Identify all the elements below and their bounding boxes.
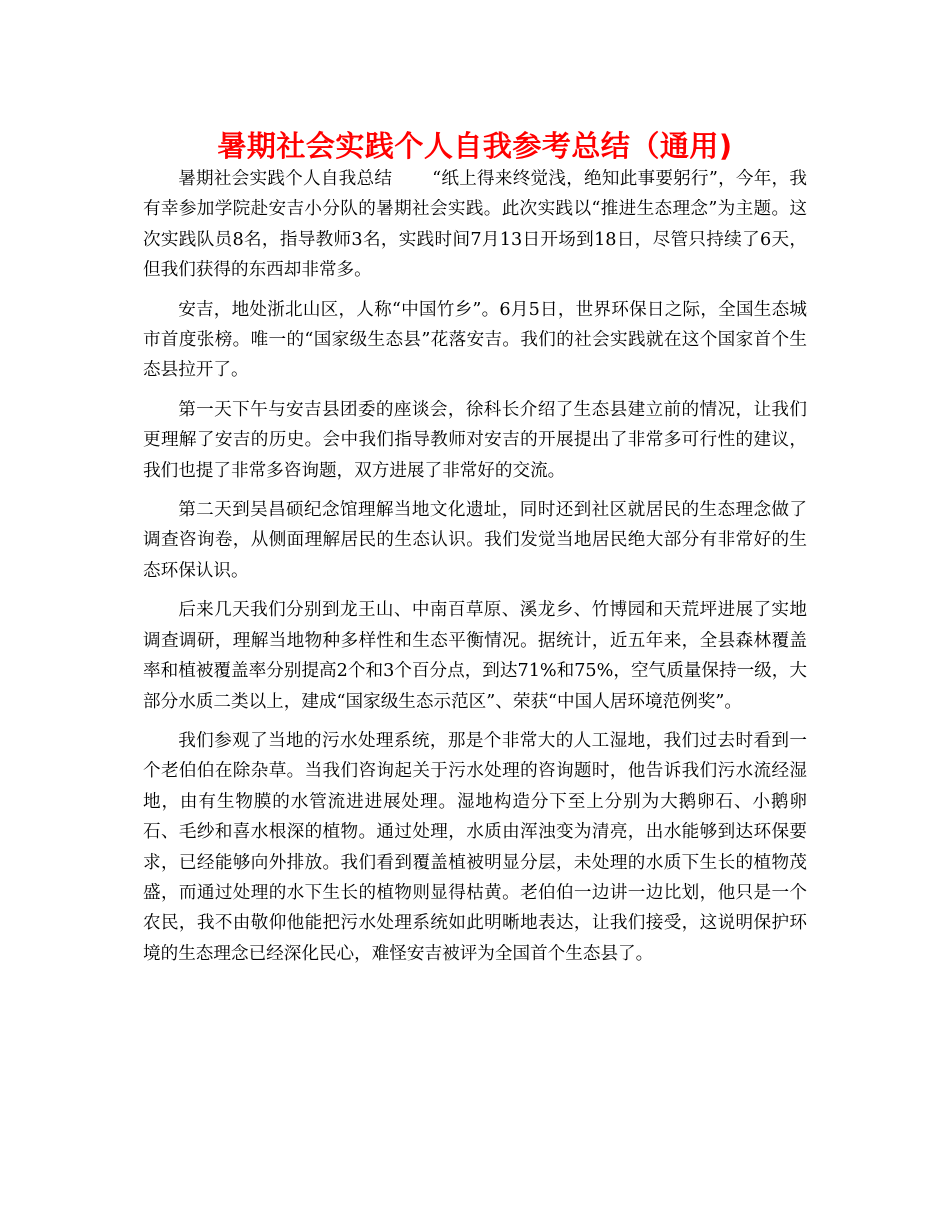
paragraph-6: 我们参观了当地的污水处理系统，那是个非常大的人工湿地，我们过去时看到一个老伯伯在除杂草。当我们咨询起关于污水处理的咨询题时，他告诉我们污水流经湿地，由有生物膜的水管流进进展处理。湿地构造分下至上分别为大鹅卵石、小鹅卵石、毛纱和喜水根深的植物。通过处理，水质由浑浊变为清亮，出水能够到达环保要求，已经能够向外排放。我们看到覆盖植被明显分层，未处理的水质下生长的植物茂盛，而通过处理的水下生长的植物则显得枯黄。老伯伯一边讲一边比划，他只是一个农民，我不由敬仰他能把污水处理系统如此明晰地表达，让我们接受，这说明保护环境的生态理念已经深化民心，难怪安吉被评为全国首个生态县了。: [143, 730, 807, 964]
paragraph-5: 后来几天我们分别到龙王山、中南百草原、溪龙乡、竹博园和天荒坪进展了实地调查调研，理解当地物种多样性和生态平衡情况。据统计，近五年来，全县森林覆盖率和植被覆盖率分别提高2个和3个百分点，到达71%和75%，空气质量保持一级，大部分水质二类以上，建成“国家级生态示范区”、荣获“中国人居环境范例奖”。: [143, 600, 807, 712]
document-title: 暑期社会实践个人自我参考总结（通用): [217, 129, 733, 163]
document-body: [143, 164, 807, 969]
paragraph-3: 第一天下午与安吉县团委的座谈会，徐科长介绍了生态县建立前的情况，让我们更理解了安吉的历史。会中我们指导教师对安吉的开展提出了非常多可行性的建议，我们也提了非常多咨询题，双方进展了非常好的交流。: [143, 399, 807, 481]
intro-label: 暑期社会实践个人自我总结: [178, 169, 393, 189]
paragraph-1: [143, 164, 807, 286]
paragraph-1-text: “纸上得来终觉浅，绝知此事要躬行”，今年，我有幸参加学院赴安吉小分队的暑期社会实践。此次实践以“推进生态理念”为主题。这次实践队员8名，指导教师3名，实践时间7月13日开场到18日，尽管只持续了6天，但我们获得的东西却非常多。: [143, 169, 807, 281]
paragraph-2: 安吉，地处浙北山区，人称“中国竹乡”。6月5日，世界环保日之际，全国生态城市首度张榜。唯一的“国家级生态县”花落安吉。我们的社会实践就在这个国家首个生态县拉开了。: [143, 299, 807, 381]
paragraph-4: 第二天到吴昌硕纪念馆理解当地文化遗址，同时还到社区就居民的生态理念做了调查咨询卷，从侧面理解居民的生态认识。我们发觉当地居民绝大部分有非常好的生态环保认识。: [143, 500, 807, 581]
